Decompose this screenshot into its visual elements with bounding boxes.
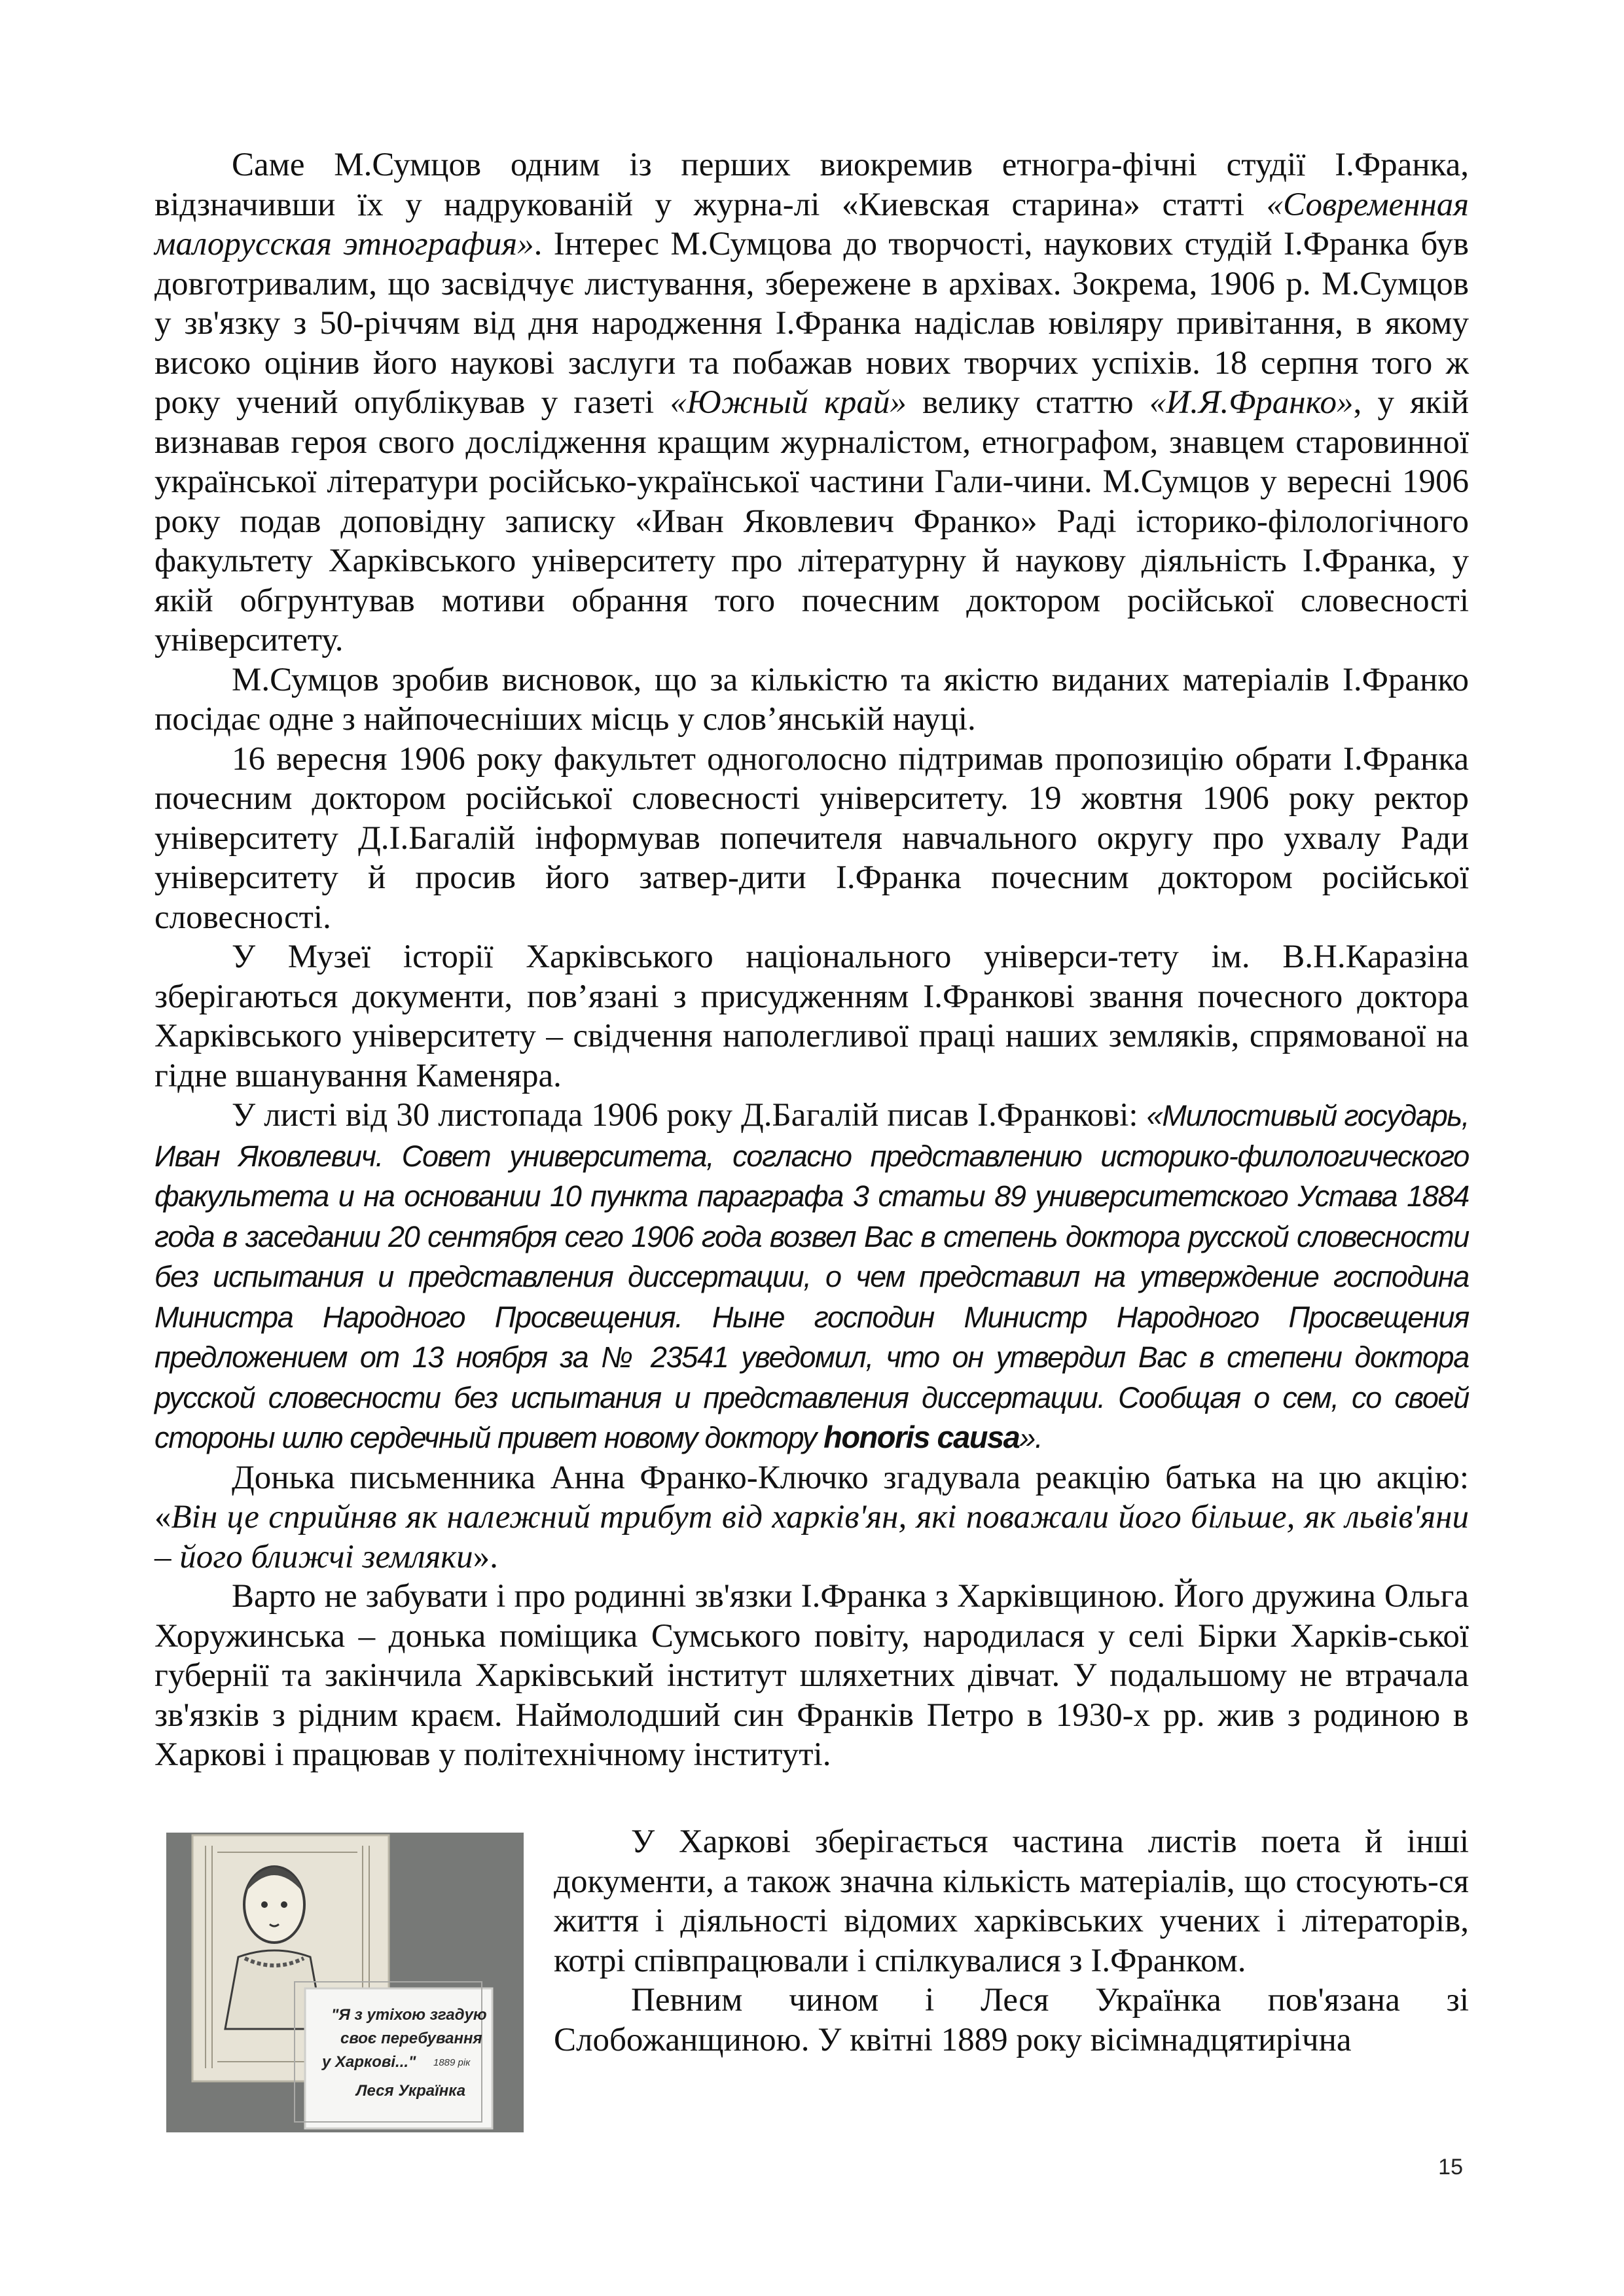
paragraph-4: У Музеї історії Харківського національного універси-тету ім. В.Н.Каразіна зберігаються документи, пов’язані з присудженням І.Франкові звання почесного доктора Харківського університету – свідчення наполегливої праці наших земляків, спрямованої на гідне вшанування Каменяра.: [154, 939, 1469, 1094]
plaque-illustration: [166, 1833, 524, 2132]
paragraph-5-intro: У листі від 30 листопада 1906 року Д.Багалій писав І.Франкові:: [232, 1097, 1147, 1134]
plaque-line-2: своє перебування: [340, 2030, 482, 2047]
paragraph-9: [554, 1981, 1469, 2060]
paragraph-9-part-b: . У квітні 1889 року вісімнадцятирічна: [801, 2021, 1352, 2058]
paragraph-6: [154, 1458, 1469, 1577]
memorial-plaque-photo: [166, 1833, 524, 2132]
letter-quote-closing: ».: [1019, 1421, 1043, 1454]
paragraph-9-part-a: Певним чином і Леся Українка пов'язана зі Слобожанщиною: [554, 1982, 1469, 2058]
figure-row: [154, 1823, 1469, 2166]
main-text: [154, 145, 1469, 1775]
paragraph-1-part-c: . Інтерес М.Сумцова до творчості, наукових студій І.Франка був довготривалим, що засвідчує листування, збережене в архівах. Зокрема, 1906 р. М.Сумцов у зв'язку з 50-річчям від дня народження І.Франка надіслав ювіляру привітання, в якому високо оцінив його наукові заслуги та побажав нових творчих успіхів. 18 серпня того ж року учений опублікував у газеті: [154, 226, 1469, 421]
paragraph-5: [154, 1096, 1469, 1458]
paragraph-8: У Харкові зберігається частина листів поета й інші документи, а також значна кількість матеріалів, що стосують-ся життя і діяльності відомих харківських учених і літераторів, котрі співпрацювали і спілкувалися з І.Франком.: [554, 1823, 1469, 1979]
plaque-line-3: у Харкові...": [322, 2053, 416, 2071]
paragraph-2: М.Сумцов зробив висновок, що за кількістю та якістю виданих матеріалів І.Франко посідає одне з найпочесніших місць у слов’янській науці.: [154, 661, 1469, 738]
text-beside-photo: [554, 1822, 1469, 2060]
daughter-quote: Він це сприйняв як належний трибут від харків'ян, які поважали його більше, як львів'яни – його ближчі земляки: [154, 1499, 1469, 1575]
paragraph-1: [154, 145, 1469, 660]
plaque-line-1: "Я з утіхою згадую: [331, 2006, 487, 2024]
paragraph-1-part-a: Саме М.Сумцов одним із перших виокремив етногра-фічні студії І.Франка, відзначивши їх у надрукованій у журна-лі «Киевская старина» статті: [154, 147, 1469, 223]
paragraph-1-part-e: велику статтю: [906, 384, 1149, 421]
paragraph-3: 16 вересня 1906 року факультет одноголосно підтримав пропозицію обрати І.Франка почесним доктором російської словесності університету. 19 жовтня 1906 року ректор університету Д.І.Багалій інформував попечителя навчального округу про ухвалу Ради університету й просив його затвер-дити І.Франка почесним доктором російської словесності.: [154, 740, 1469, 936]
plaque-year: 1889 рік: [433, 2057, 471, 2068]
paragraph-1-part-g: , у якій визнавав героя свого дослідження кращим журналістом, етнографом, знавцем старовинної української літератури російсько-української частини Гали-чини. М.Сумцов у вересні 1906 року подав доповідну записку «Иван Яковлевич Франко» Раді історико-філологічного факультету Харківського університету про літературну й наукову діяльність І.Франка, у якій обгрунтував мотиви обрання того почесним доктором російської словесності університету.: [154, 384, 1469, 658]
article-title-ethnography: «Современная малорусская этнография»: [154, 186, 1469, 262]
honoris-causa: honoris causa: [823, 1420, 1020, 1454]
newspaper-title: «Южный край»: [670, 384, 907, 421]
article-title-franko: «И.Я.Франко»: [1149, 384, 1354, 421]
paragraph-6-closing: ».: [473, 1538, 498, 1575]
plaque-signature: Леся Українка: [356, 2082, 466, 2100]
paragraph-7: Варто не забувати і про родинні зв'язки І.Франка з Харківщиною. Його дружина Ольга Хоружинська – донька поміщика Сумського повіту, народилася у селі Бірки Харків-ської губернії та закінчила Харківський інститут шляхетних дівчат. У подальшому не втрачала зв'язків з рідним краєм. Наймолодший син Франків Петро в 1930-х рр. жив з родиною в Харкові і працював у політехнічному інституті.: [154, 1578, 1469, 1773]
paragraph-6-intro: Донька письменника Анна Франко-Ключко згадувала реакцію батька на цю акцію: «: [154, 1459, 1469, 1535]
page-number: 15: [1438, 2155, 1463, 2179]
letter-quote: «Милостивый государь, Иван Яковлевич. Совет университета, согласно представлению историко-филологического факультета и на основании 10 пункта параграфа 3 статьи 89 университетского Устава 1884 года в заседании 20 сентября сего 1906 года возвел Вас в степень доктора русской словесности без испытания и представления диссертации, о чем представил на утверждение господина Министра Народного Просвещения. Ныне господин Министр Народного Просвещения предложением от 13 ноября за № 23541 уведомил, что он утвердил Вас в степени доктора русской словесности без испытания и представления диссертации. Сообщая о сем, со своей стороны шлю сердечный привет новому доктору: [154, 1099, 1469, 1454]
